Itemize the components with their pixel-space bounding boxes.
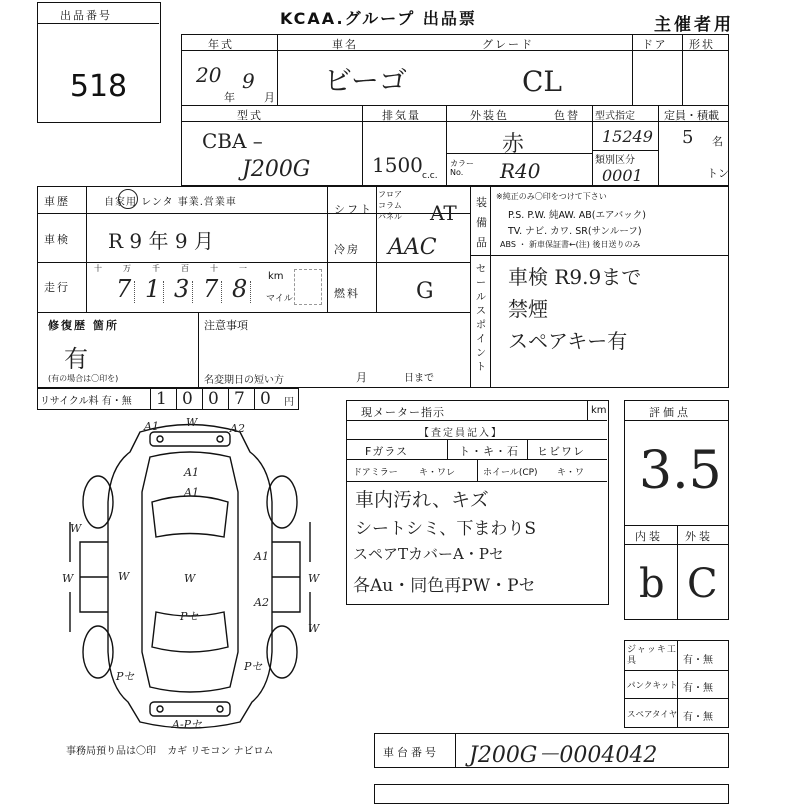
- year-label: 年式: [208, 38, 234, 51]
- equipment-line-3: ABS ・ 新車保証書←(注) 後日送りのみ: [500, 240, 641, 249]
- repair-value: 有: [64, 345, 88, 373]
- category-value: 0001: [602, 166, 643, 185]
- diagram-mark: Pセ: [116, 670, 135, 683]
- ac-value: AAC: [388, 235, 437, 260]
- rating-box: [624, 400, 729, 620]
- jack-yes-no: 有・無: [683, 655, 713, 666]
- name-change-label: 名変期日の短い方: [204, 375, 284, 386]
- diagram-mark: W: [186, 416, 198, 429]
- diagram-mark: W: [62, 572, 74, 585]
- shape-label: 形状: [689, 38, 715, 51]
- displacement-unit: c.c.: [422, 171, 438, 181]
- tools-table: [624, 640, 729, 728]
- mileage-unit-label: 万: [123, 264, 131, 273]
- spare-label: スペアタイヤ: [627, 710, 678, 720]
- car-name-label: 車名: [332, 38, 358, 51]
- diagram-mark: A1: [184, 486, 199, 499]
- car-condition-diagram: [40, 412, 340, 737]
- meter-km-unit: km: [591, 405, 607, 416]
- glass-label: Fガラス: [365, 445, 408, 458]
- inspection-label: 車検: [44, 233, 70, 246]
- interior-value: b: [639, 561, 665, 607]
- chassis-row: [374, 733, 729, 768]
- history-table: [37, 186, 729, 388]
- mileage-digit: 7: [203, 275, 219, 303]
- diagram-mark: A1: [254, 550, 269, 563]
- diagram-mark: A-Pセ: [172, 718, 203, 731]
- mileage-unit-label: 十: [210, 264, 218, 273]
- office-items-label: [66, 742, 274, 757]
- shift-column: コラム: [378, 201, 402, 210]
- diagram-mark: A2: [230, 422, 245, 435]
- inspector-box: [346, 400, 609, 605]
- recycle-row: [37, 388, 299, 410]
- category-label: 類別区分: [595, 155, 635, 166]
- crack-label: ヒビワレ: [537, 445, 585, 458]
- sales-point-2: 禁煙: [508, 297, 548, 321]
- recycle-label: リサイクル料 有・無: [40, 396, 132, 407]
- score-label: 評価点: [649, 406, 691, 419]
- diagram-mark: W: [308, 622, 320, 635]
- mileage-unit-label: 一: [239, 264, 247, 273]
- meter-label: 現メーター指示: [361, 406, 445, 419]
- equipment-note: ※純正のみ〇印をつけて下さい: [496, 192, 607, 201]
- equipment-line-2: TV. ナビ. カワ. SR(サンルーフ): [508, 226, 642, 237]
- exterior-value: C: [687, 561, 718, 607]
- car-name-value: ビーゴ: [324, 64, 407, 97]
- diagram-mark: A1: [144, 420, 159, 433]
- mileage-digit: 7: [116, 275, 132, 303]
- repair-label: 修復歴 箇所: [48, 319, 119, 332]
- history-circle-mark: [118, 189, 138, 209]
- jack-label: ジャッキ工具: [627, 645, 677, 666]
- diagram-mark: A2: [254, 596, 269, 609]
- shift-value: AT: [430, 201, 457, 225]
- exterior-value: 赤: [502, 132, 525, 157]
- exterior-label: 外装色: [470, 109, 509, 122]
- exterior-label: 外装: [685, 530, 713, 543]
- mileage-label: 走行: [44, 281, 70, 294]
- door-label: ドア: [642, 38, 668, 51]
- displacement-value: 1500: [372, 153, 423, 177]
- history-options: 自家用 レンタ 事業.営業車: [104, 197, 237, 208]
- inspection-value: R 9 年 9 月: [108, 229, 214, 253]
- month-value: 9: [242, 69, 255, 93]
- diagram-mark: Pセ: [244, 660, 263, 673]
- mileage-digit: 1: [145, 275, 161, 303]
- score-value: 3.5: [639, 441, 722, 501]
- lot-number-value: 518: [69, 69, 128, 104]
- diagram-mark: A1: [184, 466, 199, 479]
- month-unit: 月: [264, 91, 275, 104]
- mileage-units-row: [86, 263, 264, 275]
- glass-options: ト・キ・石: [459, 445, 519, 458]
- inspector-comment-3: スペアTカバーA・Pセ: [353, 545, 504, 563]
- mile-unit: マイル: [266, 294, 293, 304]
- wheel-options: キ・ワ: [557, 468, 585, 478]
- recycle-digit: 7: [234, 389, 245, 409]
- bottom-partial-row: [374, 784, 729, 804]
- history-label: 車歴: [44, 195, 70, 208]
- office-label: 事務局預り品は〇印: [66, 746, 156, 757]
- lot-number-box: [37, 2, 161, 123]
- shift-options: [378, 189, 428, 222]
- recycle-unit: 円: [284, 397, 294, 408]
- chassis-label: 車台番号: [383, 746, 439, 759]
- mileage-unit-label: 百: [181, 264, 189, 273]
- year-unit: 年: [224, 91, 235, 104]
- mileage-stamp-box: [294, 269, 322, 305]
- displacement-label: 排気量: [382, 109, 421, 122]
- recycle-digit: 0: [208, 389, 219, 409]
- model-label: 型式: [237, 109, 263, 122]
- color-no-label: カラーNo.: [450, 159, 474, 177]
- model-value-1: CBA –: [202, 129, 263, 153]
- load-unit: トン: [707, 167, 729, 180]
- fuel-label: 燃料: [334, 287, 360, 300]
- inspector-label: 【査定員記入】: [419, 428, 503, 439]
- km-unit: km: [268, 271, 284, 282]
- ac-label: 冷房: [334, 243, 360, 256]
- color-no-value: R40: [500, 159, 541, 183]
- vehicle-table: [181, 34, 729, 186]
- form-title: KCAA.グループ 出品票: [280, 9, 477, 28]
- chassis-value: J200G－0004042: [469, 743, 658, 768]
- shift-floor: フロア: [378, 190, 402, 199]
- office-items: カギ リモコン ナビロム: [167, 746, 274, 757]
- equipment-line-1: P.S. P.W. 純AW. AB(エアバック): [508, 210, 646, 221]
- diagram-mark: W: [118, 570, 130, 583]
- mileage-digit: 3: [174, 275, 190, 303]
- shift-label: シフト: [334, 203, 373, 216]
- wheel-label: ホイール(CP): [483, 468, 538, 478]
- recycle-digit: 0: [182, 389, 193, 409]
- capacity-unit: 名: [712, 135, 723, 148]
- type-code-label: 型式指定: [595, 111, 635, 122]
- recycle-digits-row: [150, 389, 280, 409]
- shift-panel: パネル: [378, 212, 402, 221]
- name-change-month: 月: [356, 371, 369, 384]
- mileage-unit-label: 千: [152, 264, 160, 273]
- notes-label: 注意事項: [204, 319, 248, 332]
- sales-point-3: スペアキー有: [508, 329, 628, 353]
- inspector-comment-1: 車内汚れ、キズ: [355, 489, 489, 511]
- sales-point-label: セールスポイント: [476, 264, 488, 373]
- mileage-unit-label: 十: [94, 264, 102, 273]
- equipment-label: 装備品: [476, 196, 489, 249]
- diagram-mark: W: [184, 572, 196, 585]
- grade-value: CL: [522, 65, 563, 98]
- mirror-options: キ・ワレ: [419, 468, 456, 478]
- mileage-digit: 8: [232, 275, 248, 303]
- puncture-label: パンクキット: [627, 681, 678, 691]
- recycle-digit: 0: [260, 389, 271, 409]
- model-value-2: J200G: [242, 157, 311, 182]
- diagram-mark: W: [70, 522, 82, 535]
- mirror-label: ドアミラー: [353, 468, 398, 478]
- lot-number-label: 出品番号: [60, 9, 112, 22]
- inspector-comment-2: シートシミ、下まわりS: [355, 519, 536, 539]
- repair-note: (有の場合は〇印を): [48, 374, 119, 383]
- diagram-mark: Pセ: [180, 610, 199, 623]
- fuel-value: G: [416, 279, 434, 304]
- spare-yes-no: 有・無: [683, 712, 713, 723]
- inspector-comment-4: 各Au・同色再PW・Pセ: [353, 576, 536, 596]
- sales-point-1: 車検 R9.9まで: [508, 265, 642, 289]
- capacity-value: 5: [682, 127, 694, 148]
- capacity-label: 定員・積載: [664, 109, 719, 122]
- interior-label: 内装: [635, 530, 663, 543]
- organizer-label: 主催者用: [654, 15, 734, 35]
- type-code-value: 15249: [602, 127, 653, 146]
- mileage-digits-row: [110, 275, 264, 309]
- diagram-mark: W: [308, 572, 320, 585]
- grade-label: グレード: [482, 38, 534, 51]
- color-change-label: 色替: [554, 109, 580, 122]
- puncture-yes-no: 有・無: [683, 683, 713, 694]
- recycle-digit: 1: [156, 389, 167, 409]
- year-value: 20: [196, 63, 222, 87]
- name-change-day: 日まで: [404, 373, 434, 384]
